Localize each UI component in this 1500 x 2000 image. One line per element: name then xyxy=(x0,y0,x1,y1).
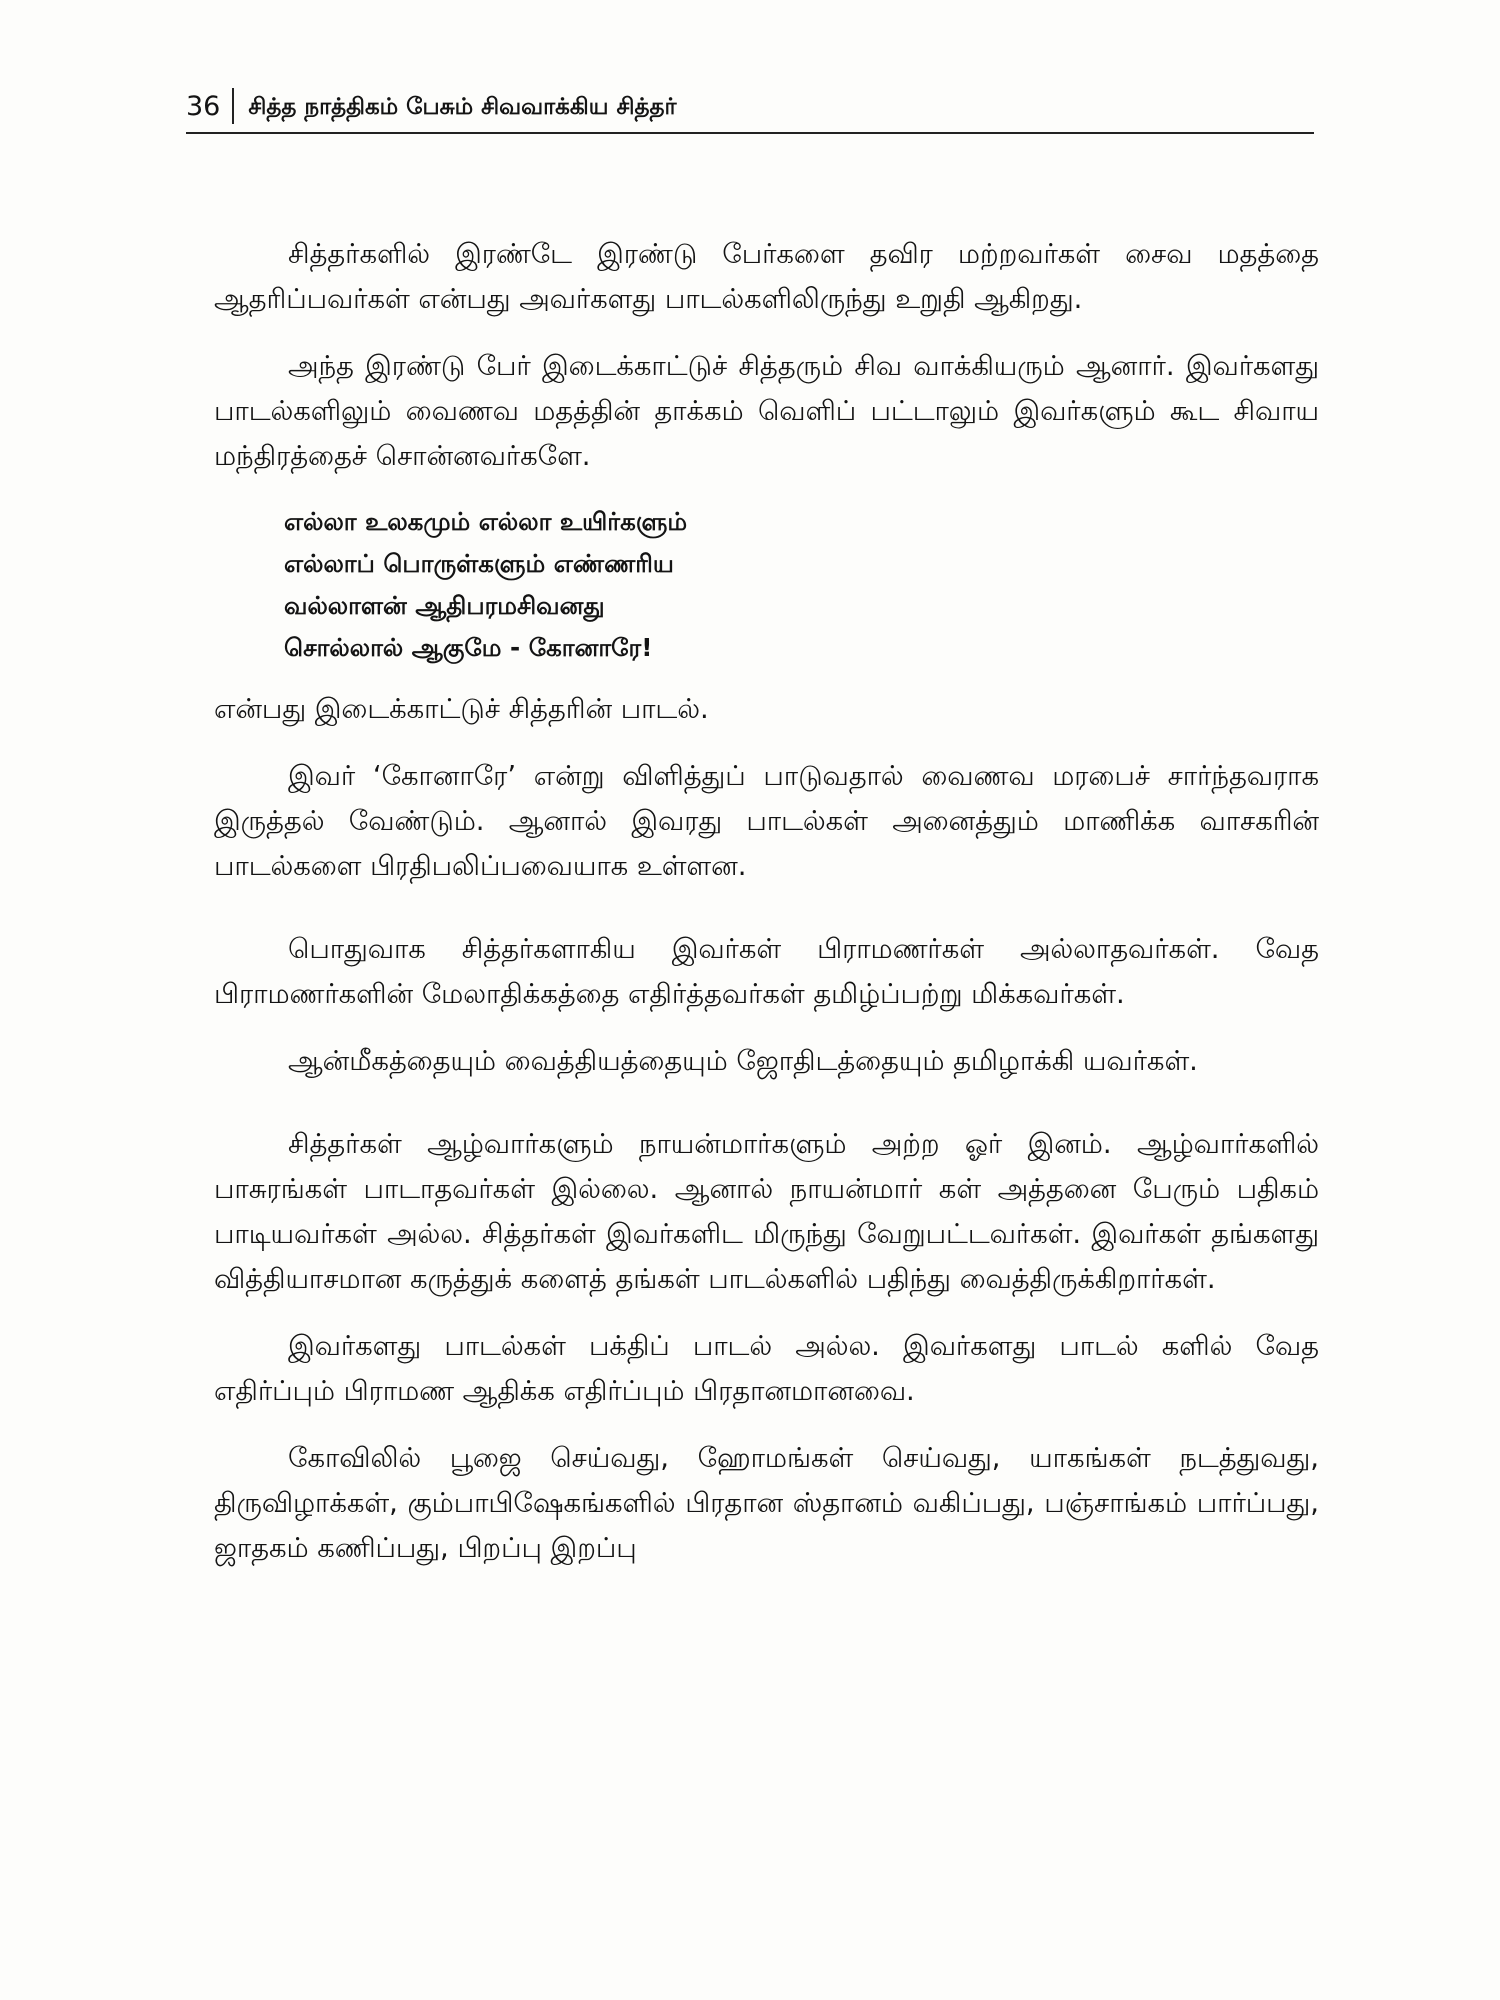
verse-line: சொல்லால் ஆகுமே - கோனாரே! xyxy=(284,633,653,662)
verse-attribution: என்பது இடைக்காட்டுச் சித்தரின் பாடல். xyxy=(214,694,709,725)
verse-line: எல்லாப் பொருள்களும் எண்ணரிய xyxy=(284,549,674,578)
header-divider xyxy=(232,88,234,124)
paragraph: சித்தர்களில் இரண்டே இரண்டு பேர்களை தவிர மற்றவர்கள் சைவ மதத்தை ஆதரிப்பவர்கள் என்பது அவர்களது பாடல்களிலிருந்து உறுதி ஆகிறது. xyxy=(214,239,1319,315)
paragraph: சித்தர்கள் ஆழ்வார்களும் நாயன்மார்களும் அற்ற ஓர் இனம். ஆழ்வார்களில் பாசுரங்கள் பாடாதவர்கள் இல்லை. ஆனால் நாயன்மார் கள் அத்தனை பேரும் பதிகம் பாடியவர்கள் அல்ல. சித்தர்கள் இவர்களிட மிருந்து வேறுபட்டவர்கள். இவர்கள் தங்களது வித்தியாசமான கருத்துக் களைத் தங்கள் பாடல்களில் பதிந்து வைத்திருக்கிறார்கள். xyxy=(214,1129,1319,1295)
verse-line: எல்லா உலகமும் எல்லா உயிர்களும் xyxy=(284,507,688,536)
paragraph: கோவிலில் பூஜை செய்வது, ஹோமங்கள் செய்வது, யாகங்கள் நடத்துவது, திருவிழாக்கள், கும்பாபிஷேகங்களில் பிரதான ஸ்தானம் வகிப்பது, பஞ்சாங்கம் பார்ப்பது, ஜாதகம் கணிப்பது, பிறப்பு இறப்பு xyxy=(214,1443,1319,1564)
paragraph: இவர் ‘கோனாரே’ என்று விளித்துப் பாடுவதால் வைணவ மரபைச் சார்ந்தவராக இருத்தல் வேண்டும். ஆனால் இவரது பாடல்கள் அனைத்தும் மாணிக்க வாசகரின் பாடல்களை பிரதிபலிப்பவையாக உள்ளன. xyxy=(214,761,1319,882)
verse-line: வல்லாளன் ஆதிபரமசிவனது xyxy=(284,591,605,620)
paragraph: இவர்களது பாடல்கள் பக்திப் பாடல் அல்ல. இவர்களது பாடல் களில் வேத எதிர்ப்பும் பிராமண ஆதிக்க எதிர்ப்பும் பிரதானமானவை. xyxy=(214,1331,1319,1407)
paragraph: பொதுவாக சித்தர்களாகிய இவர்கள் பிராமணர்கள் அல்லாதவர்கள். வேத பிராமணர்களின் மேலாதிக்கத்தை எதிர்த்தவர்கள் தமிழ்ப்பற்று மிக்கவர்கள். xyxy=(214,934,1319,1010)
running-header xyxy=(186,80,1314,134)
verse-block xyxy=(284,501,1319,669)
running-title: சித்த நாத்திகம் பேசும் சிவவாக்கிய சித்தர் xyxy=(248,94,677,120)
page-number: 36 xyxy=(186,91,221,122)
paragraph: ஆன்மீகத்தையும் வைத்தியத்தையும் ஜோதிடத்தையும் தமிழாக்கி யவர்கள். xyxy=(288,1046,1198,1077)
paragraph: அந்த இரண்டு பேர் இடைக்காட்டுச் சித்தரும் சிவ வாக்கியரும் ஆனார். இவர்களது பாடல்களிலும் வைணவ மதத்தின் தாக்கம் வெளிப் பட்டாலும் இவர்களும் கூட சிவாய மந்திரத்தைச் சொன்னவர்களே. xyxy=(214,351,1319,472)
body-text xyxy=(214,232,1319,1593)
